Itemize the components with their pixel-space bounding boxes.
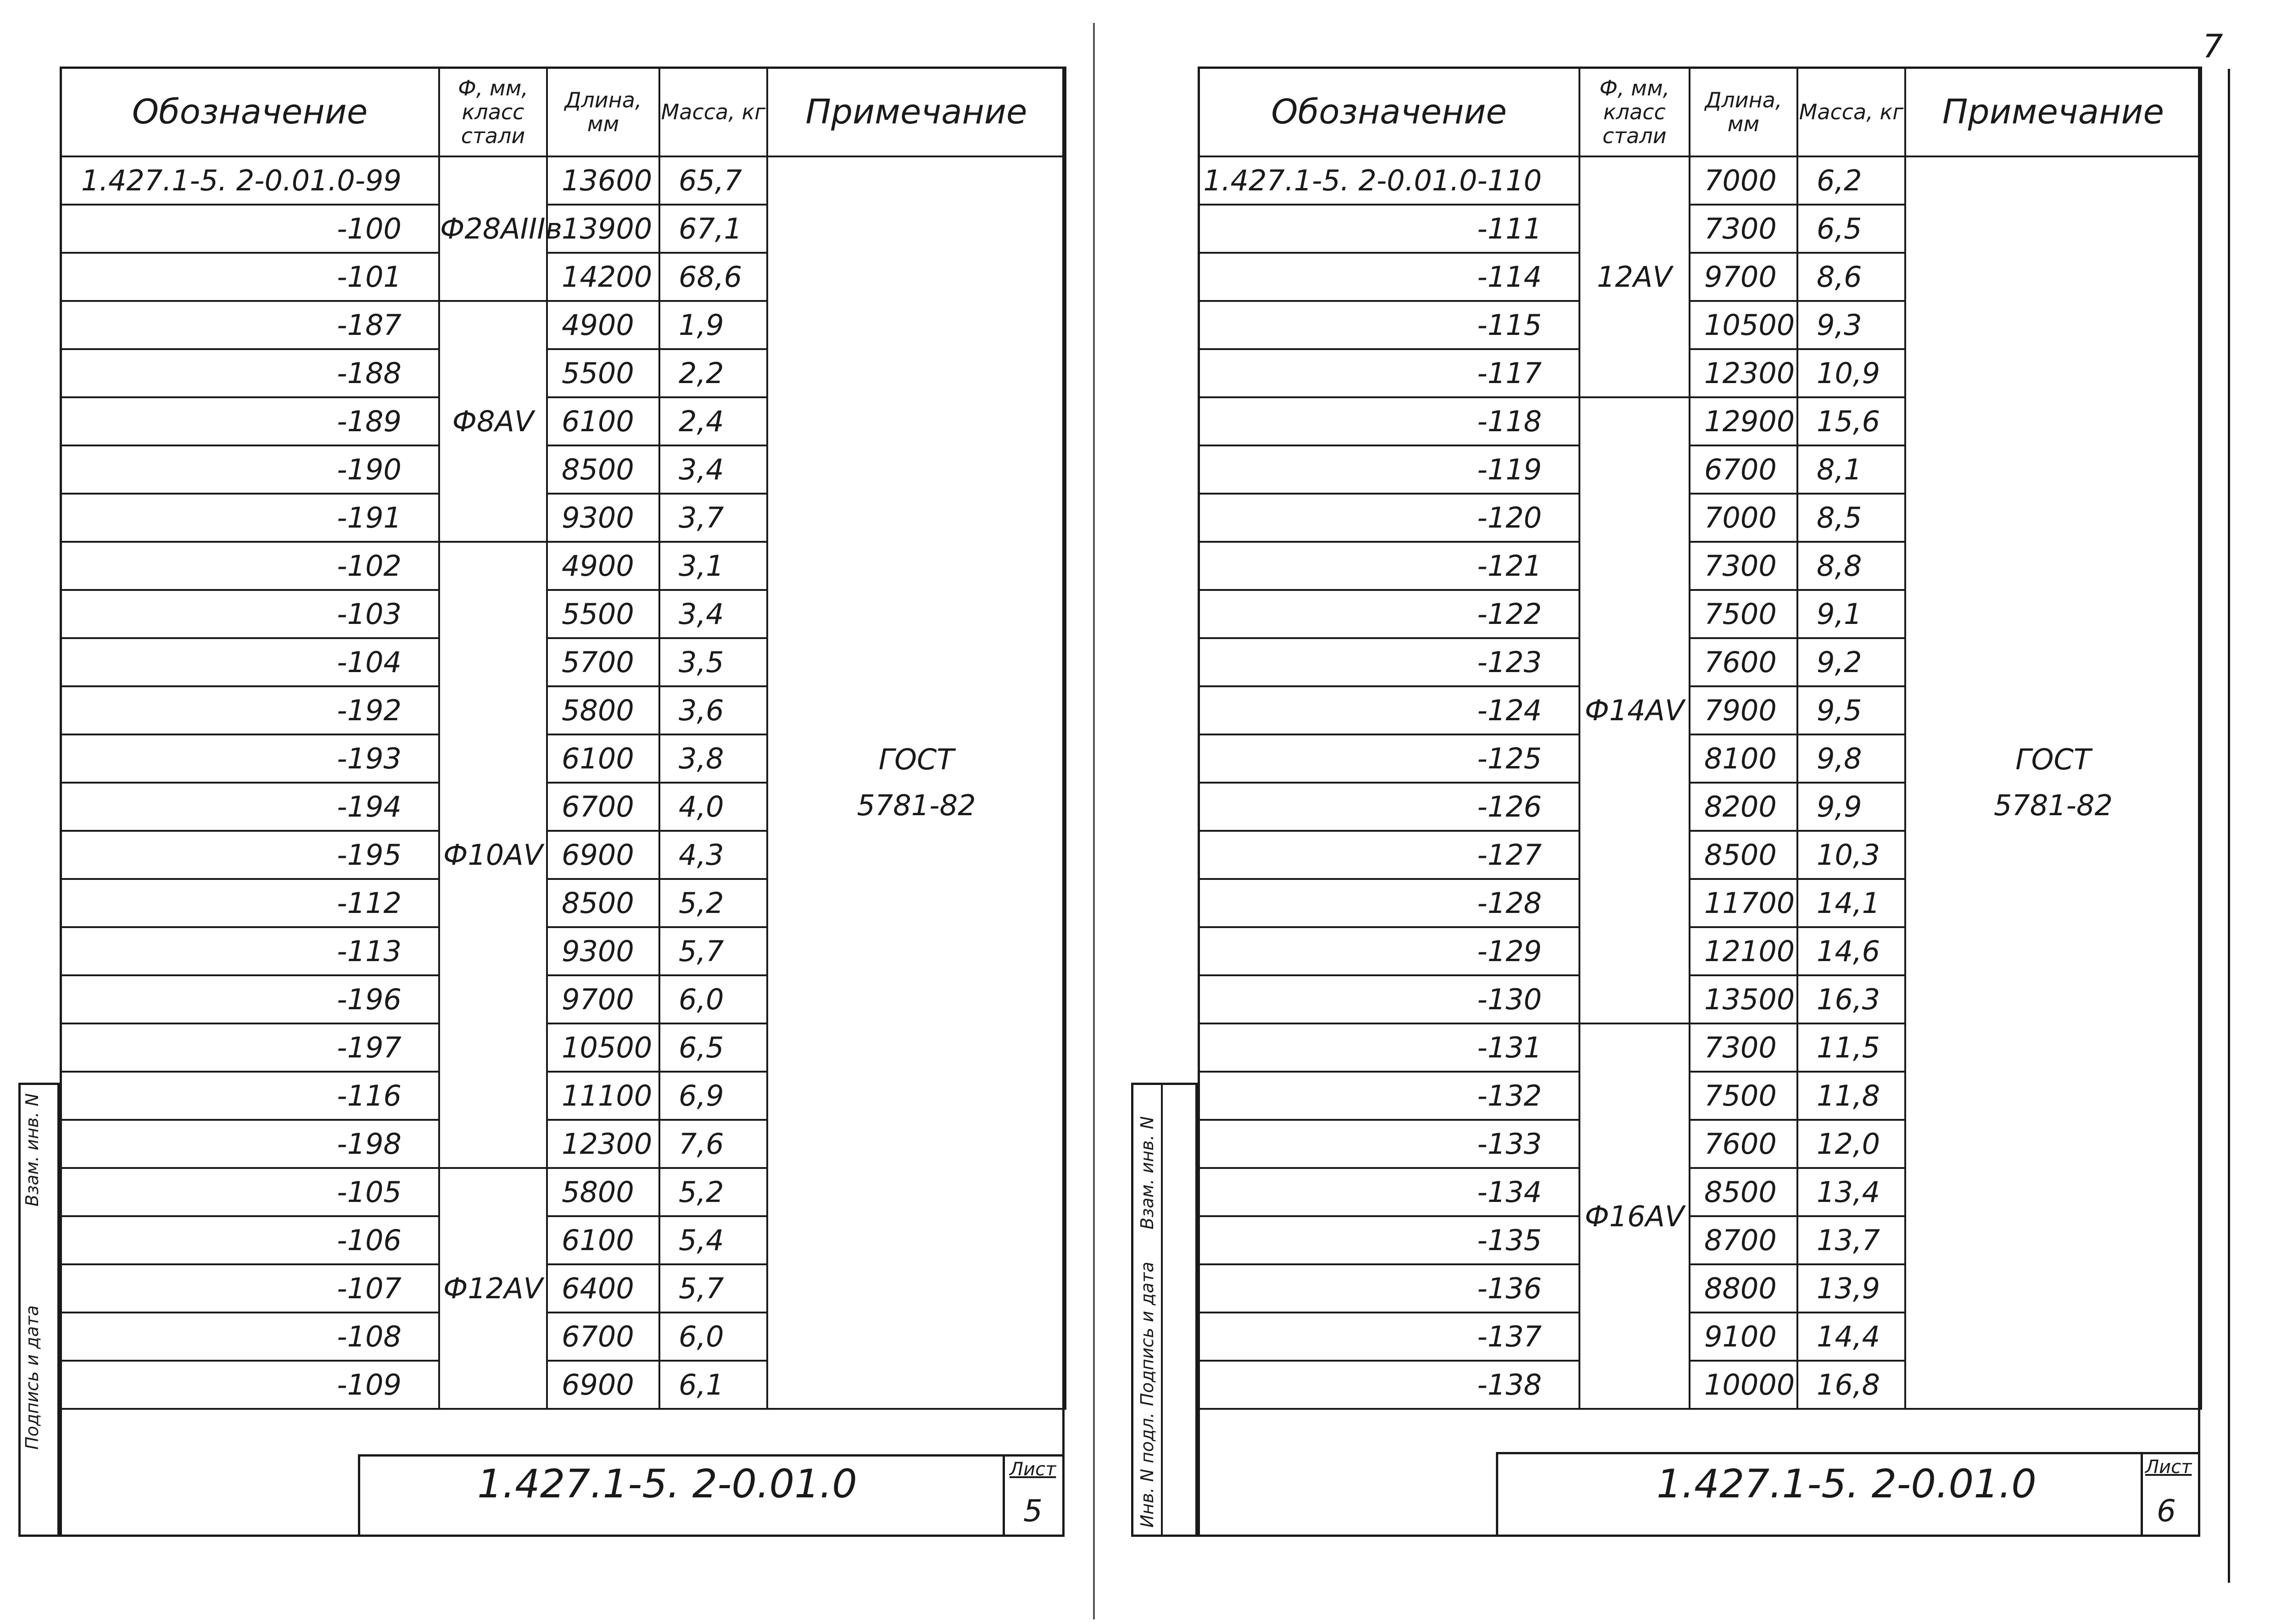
diameter-class-cell: Ф14АV bbox=[1579, 397, 1690, 1023]
header-designation: Обозначение bbox=[1199, 67, 1579, 156]
mass-cell: 14,6 bbox=[1797, 927, 1905, 975]
length-cell: 12300 bbox=[1690, 349, 1797, 397]
designation-cell: -194 bbox=[61, 783, 439, 831]
mass-cell: 9,3 bbox=[1797, 301, 1905, 349]
mass-cell: 14,1 bbox=[1797, 879, 1905, 927]
mass-cell: 3,8 bbox=[659, 734, 767, 783]
mass-cell: 6,0 bbox=[659, 1313, 767, 1361]
header-length: Длина, мм bbox=[547, 67, 659, 156]
table-row bbox=[1199, 156, 2201, 205]
length-cell: 7600 bbox=[1690, 1120, 1797, 1168]
header-note: Примечание bbox=[1905, 67, 2201, 156]
designation-cell: -191 bbox=[61, 494, 439, 542]
mass-cell: 4,0 bbox=[659, 783, 767, 831]
mass-cell: 6,9 bbox=[659, 1072, 767, 1120]
designation-cell: -128 bbox=[1199, 879, 1579, 927]
length-cell: 13500 bbox=[1690, 975, 1797, 1023]
designation-cell: 1.427.1-5. 2-0.01.0-99 bbox=[61, 156, 439, 205]
length-cell: 9700 bbox=[1690, 253, 1797, 301]
right-sheet-number: 6 bbox=[2157, 1493, 2176, 1529]
mass-cell: 13,4 bbox=[1797, 1168, 1905, 1216]
length-cell: 12900 bbox=[1690, 397, 1797, 445]
mass-cell: 10,3 bbox=[1797, 831, 1905, 879]
length-cell: 5800 bbox=[547, 1168, 659, 1216]
left-sheet-number: 5 bbox=[1023, 1493, 1043, 1529]
mass-cell: 5,7 bbox=[659, 927, 767, 975]
designation-cell: -115 bbox=[1199, 301, 1579, 349]
note-standard-label: ГОСТ bbox=[2015, 743, 2091, 776]
mass-cell: 3,4 bbox=[659, 590, 767, 638]
mass-cell: 8,8 bbox=[1797, 542, 1905, 590]
designation-cell: -135 bbox=[1199, 1216, 1579, 1264]
mass-cell: 65,7 bbox=[659, 156, 767, 205]
mass-cell: 9,2 bbox=[1797, 638, 1905, 686]
mass-cell: 9,5 bbox=[1797, 686, 1905, 734]
length-cell: 4900 bbox=[547, 542, 659, 590]
length-cell: 6100 bbox=[547, 397, 659, 445]
diameter-class-cell: Ф8АV bbox=[439, 301, 547, 542]
length-cell: 14200 bbox=[547, 253, 659, 301]
mass-cell: 11,5 bbox=[1797, 1023, 1905, 1072]
designation-cell: -109 bbox=[61, 1361, 439, 1409]
mass-cell: 12,0 bbox=[1797, 1120, 1905, 1168]
mass-cell: 3,5 bbox=[659, 638, 767, 686]
designation-cell: -193 bbox=[61, 734, 439, 783]
designation-cell: -187 bbox=[61, 301, 439, 349]
mass-cell: 8,1 bbox=[1797, 445, 1905, 494]
length-cell: 5700 bbox=[547, 638, 659, 686]
diameter-class-cell: 12АV bbox=[1579, 156, 1690, 397]
length-cell: 4900 bbox=[547, 301, 659, 349]
mass-cell: 14,4 bbox=[1797, 1313, 1905, 1361]
note-standard-number: 5781-82 bbox=[857, 789, 976, 822]
length-cell: 5500 bbox=[547, 590, 659, 638]
right-side-label-inventory: Инв. N подл. bbox=[1137, 1412, 1157, 1528]
length-cell: 7500 bbox=[1690, 590, 1797, 638]
designation-cell: -125 bbox=[1199, 734, 1579, 783]
designation-cell: -102 bbox=[61, 542, 439, 590]
diameter-class-cell: Ф28АIIIв bbox=[439, 156, 547, 301]
mass-cell: 13,9 bbox=[1797, 1264, 1905, 1313]
left-spec-table bbox=[60, 67, 1066, 1410]
header-diameter: Ф, мм, класс стали bbox=[1579, 67, 1690, 156]
mass-cell: 10,9 bbox=[1797, 349, 1905, 397]
right-spec-table bbox=[1198, 67, 2202, 1410]
mass-cell: 5,4 bbox=[659, 1216, 767, 1264]
designation-cell: -130 bbox=[1199, 975, 1579, 1023]
left-sheet-label: Лист bbox=[1010, 1459, 1056, 1480]
designation-cell: -198 bbox=[61, 1120, 439, 1168]
designation-cell: -188 bbox=[61, 349, 439, 397]
header-mass: Масса, кг bbox=[659, 67, 767, 156]
right-margin-line bbox=[2228, 69, 2230, 1583]
length-cell: 6900 bbox=[547, 1361, 659, 1409]
mass-cell: 67,1 bbox=[659, 205, 767, 253]
length-cell: 7000 bbox=[1690, 156, 1797, 205]
length-cell: 9700 bbox=[547, 975, 659, 1023]
mass-cell: 16,3 bbox=[1797, 975, 1905, 1023]
designation-cell: -132 bbox=[1199, 1072, 1579, 1120]
length-cell: 8500 bbox=[1690, 1168, 1797, 1216]
designation-cell: -192 bbox=[61, 686, 439, 734]
mass-cell: 6,2 bbox=[1797, 156, 1905, 205]
mass-cell: 16,8 bbox=[1797, 1361, 1905, 1409]
designation-cell: -107 bbox=[61, 1264, 439, 1313]
designation-cell: -112 bbox=[61, 879, 439, 927]
length-cell: 8200 bbox=[1690, 783, 1797, 831]
length-cell: 5800 bbox=[547, 686, 659, 734]
mass-cell: 15,6 bbox=[1797, 397, 1905, 445]
designation-cell: -136 bbox=[1199, 1264, 1579, 1313]
designation-cell: -120 bbox=[1199, 494, 1579, 542]
designation-cell: -118 bbox=[1199, 397, 1579, 445]
left-side-label-signature: Подпись и дата bbox=[22, 1305, 42, 1450]
length-cell: 7300 bbox=[1690, 1023, 1797, 1072]
designation-cell: -122 bbox=[1199, 590, 1579, 638]
designation-cell: -189 bbox=[61, 397, 439, 445]
length-cell: 6700 bbox=[547, 783, 659, 831]
note-standard-number: 5781-82 bbox=[1993, 789, 2113, 822]
note-standard-label: ГОСТ bbox=[878, 743, 954, 776]
length-cell: 7500 bbox=[1690, 1072, 1797, 1120]
length-cell: 6400 bbox=[547, 1264, 659, 1313]
header-diameter: Ф, мм, класс стали bbox=[439, 67, 547, 156]
length-cell: 7000 bbox=[1690, 494, 1797, 542]
designation-cell: -123 bbox=[1199, 638, 1579, 686]
length-cell: 9100 bbox=[1690, 1313, 1797, 1361]
length-cell: 6900 bbox=[547, 831, 659, 879]
designation-cell: -190 bbox=[61, 445, 439, 494]
designation-cell: -105 bbox=[61, 1168, 439, 1216]
mass-cell: 2,4 bbox=[659, 397, 767, 445]
length-cell: 10500 bbox=[1690, 301, 1797, 349]
diameter-class-cell: Ф16АV bbox=[1579, 1023, 1690, 1409]
length-cell: 6100 bbox=[547, 734, 659, 783]
designation-cell: -137 bbox=[1199, 1313, 1579, 1361]
length-cell: 7600 bbox=[1690, 638, 1797, 686]
length-cell: 12100 bbox=[1690, 927, 1797, 975]
header-mass: Масса, кг bbox=[1797, 67, 1905, 156]
mass-cell: 6,1 bbox=[659, 1361, 767, 1409]
length-cell: 9300 bbox=[547, 927, 659, 975]
length-cell: 6700 bbox=[1690, 445, 1797, 494]
mass-cell: 6,5 bbox=[1797, 205, 1905, 253]
length-cell: 13900 bbox=[547, 205, 659, 253]
designation-cell: -124 bbox=[1199, 686, 1579, 734]
header-note: Примечание bbox=[767, 67, 1065, 156]
mass-cell: 68,6 bbox=[659, 253, 767, 301]
mass-cell: 13,7 bbox=[1797, 1216, 1905, 1264]
designation-cell: -133 bbox=[1199, 1120, 1579, 1168]
mass-cell: 5,2 bbox=[659, 1168, 767, 1216]
length-cell: 7300 bbox=[1690, 205, 1797, 253]
mass-cell: 4,3 bbox=[659, 831, 767, 879]
right-sheet-label: Лист bbox=[2145, 1457, 2192, 1478]
designation-cell: -103 bbox=[61, 590, 439, 638]
length-cell: 5500 bbox=[547, 349, 659, 397]
page-number: 7 bbox=[2203, 28, 2223, 65]
designation-cell: -113 bbox=[61, 927, 439, 975]
mass-cell: 9,9 bbox=[1797, 783, 1905, 831]
length-cell: 8500 bbox=[547, 445, 659, 494]
designation-cell: -121 bbox=[1199, 542, 1579, 590]
designation-cell: -101 bbox=[61, 253, 439, 301]
right-side-label-replaced: Взам. инв. N bbox=[1137, 1116, 1157, 1229]
designation-cell: -117 bbox=[1199, 349, 1579, 397]
length-cell: 10000 bbox=[1690, 1361, 1797, 1409]
mass-cell: 9,8 bbox=[1797, 734, 1905, 783]
diameter-class-cell: Ф10АV bbox=[439, 542, 547, 1168]
right-side-strip-divider bbox=[1161, 1083, 1163, 1537]
mass-cell: 5,7 bbox=[659, 1264, 767, 1313]
length-cell: 6700 bbox=[547, 1313, 659, 1361]
designation-cell: -111 bbox=[1199, 205, 1579, 253]
designation-cell: -104 bbox=[61, 638, 439, 686]
length-cell: 8800 bbox=[1690, 1264, 1797, 1313]
mass-cell: 2,2 bbox=[659, 349, 767, 397]
designation-cell: -196 bbox=[61, 975, 439, 1023]
length-cell: 10500 bbox=[547, 1023, 659, 1072]
length-cell: 8100 bbox=[1690, 734, 1797, 783]
designation-cell: -127 bbox=[1199, 831, 1579, 879]
length-cell: 12300 bbox=[547, 1120, 659, 1168]
table-row bbox=[61, 156, 1065, 205]
designation-cell: -138 bbox=[1199, 1361, 1579, 1409]
designation-cell: -108 bbox=[61, 1313, 439, 1361]
mass-cell: 7,6 bbox=[659, 1120, 767, 1168]
mass-cell: 3,6 bbox=[659, 686, 767, 734]
length-cell: 8500 bbox=[1690, 831, 1797, 879]
designation-cell: -106 bbox=[61, 1216, 439, 1264]
length-cell: 9300 bbox=[547, 494, 659, 542]
mass-cell: 3,1 bbox=[659, 542, 767, 590]
header-designation: Обозначение bbox=[61, 67, 439, 156]
length-cell: 11100 bbox=[547, 1072, 659, 1120]
designation-cell: -131 bbox=[1199, 1023, 1579, 1072]
designation-cell: -100 bbox=[61, 205, 439, 253]
mass-cell: 3,7 bbox=[659, 494, 767, 542]
left-document-code: 1.427.1-5. 2-0.01.0 bbox=[477, 1461, 857, 1507]
designation-cell: 1.427.1-5. 2-0.01.0-110 bbox=[1199, 156, 1579, 205]
mass-cell: 5,2 bbox=[659, 879, 767, 927]
left-side-label-replaced: Взам. инв. N bbox=[22, 1093, 42, 1207]
right-side-label-signature: Подпись и дата bbox=[1137, 1262, 1157, 1406]
table-header-row bbox=[1199, 67, 2201, 156]
designation-cell: -114 bbox=[1199, 253, 1579, 301]
length-cell: 7900 bbox=[1690, 686, 1797, 734]
designation-cell: -116 bbox=[61, 1072, 439, 1120]
note-cell bbox=[1905, 156, 2201, 1409]
length-cell: 8700 bbox=[1690, 1216, 1797, 1264]
mass-cell: 11,8 bbox=[1797, 1072, 1905, 1120]
mass-cell: 9,1 bbox=[1797, 590, 1905, 638]
mass-cell: 6,5 bbox=[659, 1023, 767, 1072]
header-length: Длина, мм bbox=[1690, 67, 1797, 156]
designation-cell: -195 bbox=[61, 831, 439, 879]
note-cell bbox=[767, 156, 1065, 1409]
designation-cell: -119 bbox=[1199, 445, 1579, 494]
designation-cell: -134 bbox=[1199, 1168, 1579, 1216]
designation-cell: -129 bbox=[1199, 927, 1579, 975]
length-cell: 6100 bbox=[547, 1216, 659, 1264]
table-header-row bbox=[61, 67, 1065, 156]
mass-cell: 8,6 bbox=[1797, 253, 1905, 301]
right-document-code: 1.427.1-5. 2-0.01.0 bbox=[1657, 1461, 2036, 1507]
length-cell: 8500 bbox=[547, 879, 659, 927]
designation-cell: -126 bbox=[1199, 783, 1579, 831]
mass-cell: 6,0 bbox=[659, 975, 767, 1023]
center-fold-line bbox=[1093, 23, 1095, 1619]
length-cell: 13600 bbox=[547, 156, 659, 205]
mass-cell: 1,9 bbox=[659, 301, 767, 349]
designation-cell: -197 bbox=[61, 1023, 439, 1072]
length-cell: 7300 bbox=[1690, 542, 1797, 590]
diameter-class-cell: Ф12АV bbox=[439, 1168, 547, 1409]
mass-cell: 8,5 bbox=[1797, 494, 1905, 542]
mass-cell: 3,4 bbox=[659, 445, 767, 494]
length-cell: 11700 bbox=[1690, 879, 1797, 927]
